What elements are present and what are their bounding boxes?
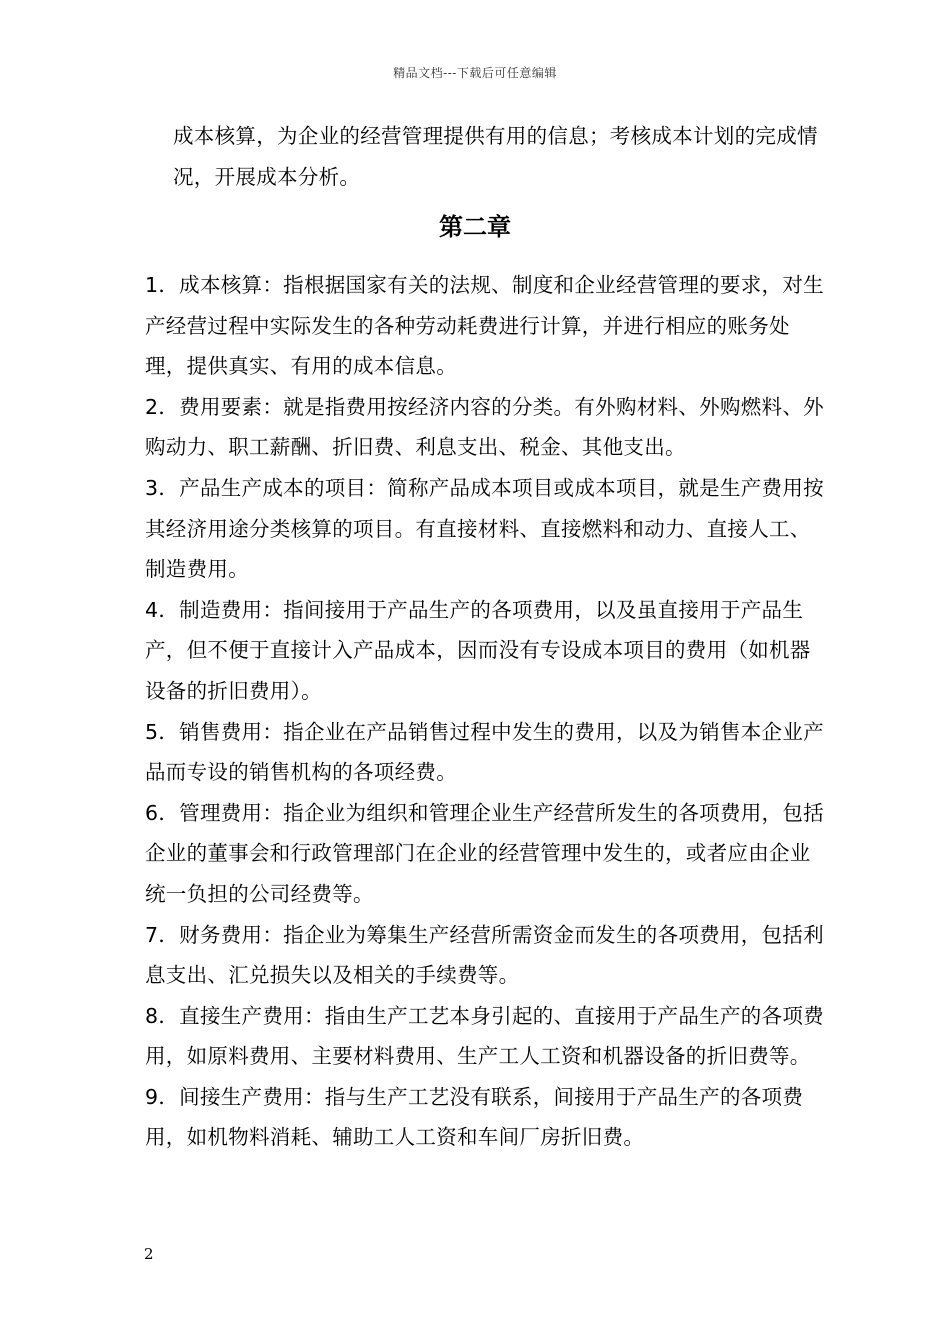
definition-item-5: 5．销售费用：指企业在产品销售过程中发生的费用，以及为销售本企业产品而专设的销售机构的各项经费。 (145, 719, 824, 785)
definition-item-6: 6．管理费用：指企业为组织和管理企业生产经营所发生的各项费用，包括企业的董事会和行政管理部门在企业的经营管理中发生的，或者应由企业统一负担的公司经费等。 (145, 800, 824, 906)
definition-list (145, 265, 825, 1158)
definition-item-4: 4．制造费用：指间接用于产品生产的各项费用，以及虽直接用于产品生产，但不便于直接计入产品成本，因而没有专设成本项目的费用（如机器设备的折旧费用）。 (145, 597, 811, 703)
definition-item-2: 2．费用要素：就是指费用按经济内容的分类。有外购材料、外购燃料、外购动力、职工薪酬、折旧费、利息支出、税金、其他支出。 (145, 394, 824, 460)
page-number: 2 (144, 1245, 154, 1263)
definition-item-7: 7．财务费用：指企业为筹集生产经营所需资金而发生的各项费用，包括利息支出、汇兑损失以及相关的手续费等。 (145, 922, 824, 988)
page-header: 精品文档---下载后可任意编辑 (393, 66, 557, 80)
definition-item-3: 3．产品生产成本的项目：简称产品成本项目或成本项目，就是生产费用按其经济用途分类核算的项目。有直接材料、直接燃料和动力、直接人工、制造费用。 (145, 475, 824, 582)
intro-paragraph: 成本核算，为企业的经营管理提供有用的信息；考核成本计划的完成情况，开展成本分析。 (173, 124, 818, 189)
definition-item-9: 9．间接生产费用：指与生产工艺没有联系，间接用于产品生产的各项费用，如机物料消耗、辅助工人工资和车间厂房折旧费。 (145, 1084, 804, 1150)
chapter-title: 第二章 (439, 213, 511, 241)
definition-item-8: 8．直接生产费用：指由生产工艺本身引起的、直接用于产品生产的各项费用，如原料费用、主要材料费用、生产工人工资和机器设备的折旧费等。 (145, 1003, 824, 1069)
definition-item-1: 1．成本核算：指根据国家有关的法规、制度和企业经营管理的要求，对生产经营过程中实际发生的各种劳动耗费进行计算，并进行相应的账务处理，提供真实、有用的成本信息。 (145, 273, 824, 379)
